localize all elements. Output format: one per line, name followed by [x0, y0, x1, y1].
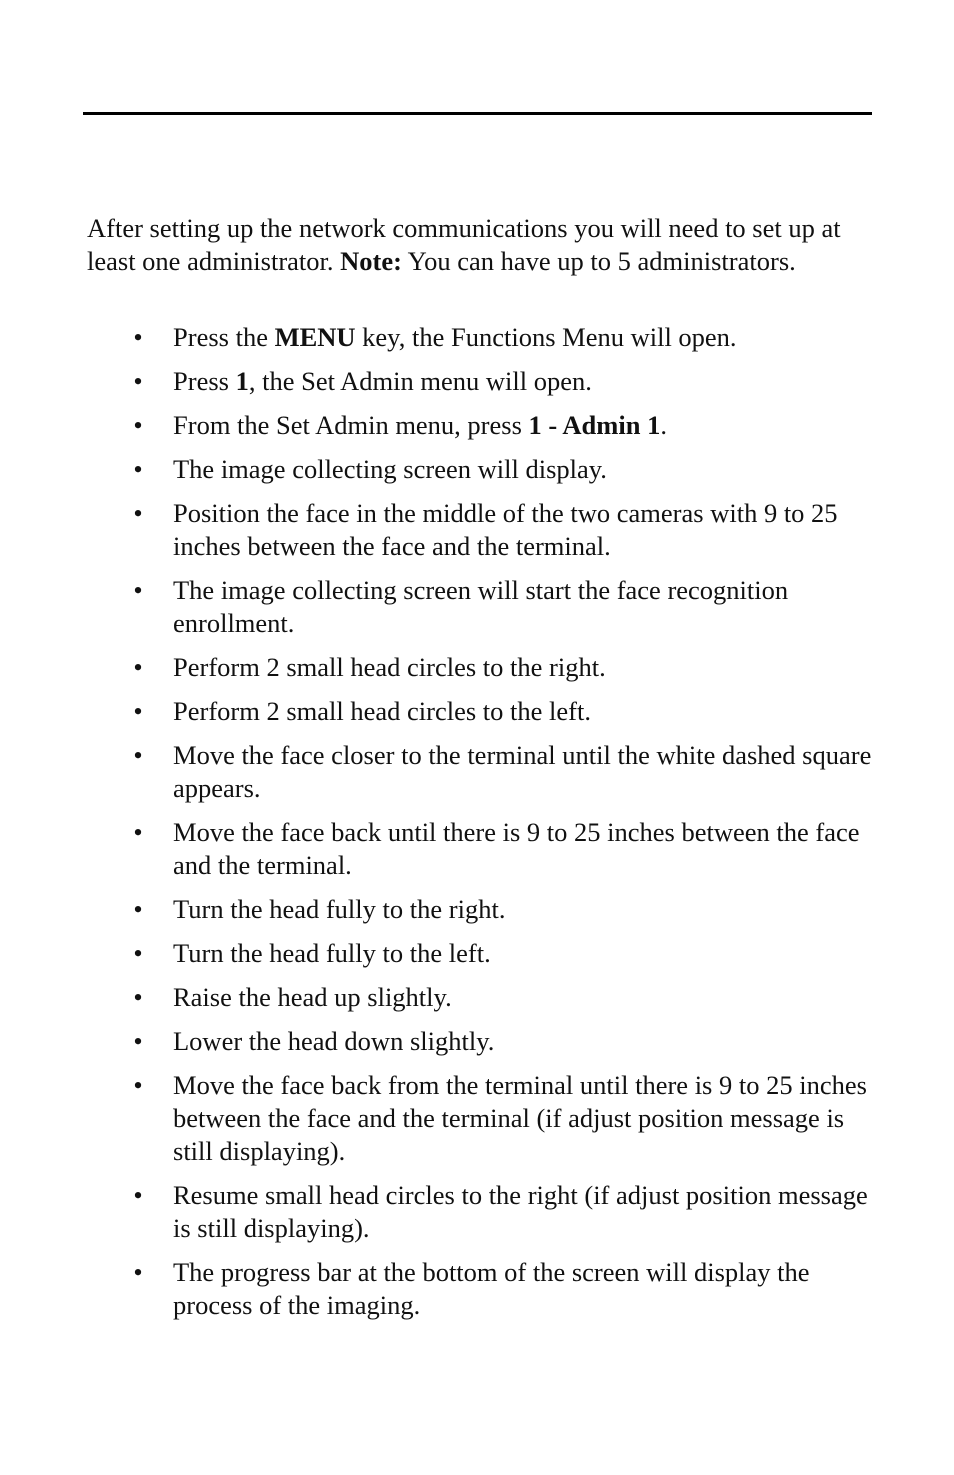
bullet-icon: •	[133, 1257, 143, 1287]
step-text: key, the Functions Menu will open.	[355, 322, 737, 352]
step-text: Move the face back until there is 9 to 25 inches between the face and the terminal.	[173, 817, 860, 880]
list-item	[0, 453, 873, 486]
steps-list	[0, 321, 954, 1333]
bullet-icon: •	[133, 410, 143, 440]
step-text: Move the face back from the terminal until there is 9 to 25 inches between the face and the terminal (if adjust position message is still displaying).	[173, 1070, 867, 1166]
list-item	[0, 981, 873, 1014]
bullet-icon: •	[133, 938, 143, 968]
step-text: Raise the head up slightly.	[173, 982, 452, 1012]
step-text: From the Set Admin menu, press	[173, 410, 529, 440]
list-item	[0, 1179, 873, 1245]
step-text: Press	[173, 366, 236, 396]
step-text: Perform 2 small head circles to the left.	[173, 696, 591, 726]
bullet-icon: •	[133, 696, 143, 726]
step-text: Lower the head down slightly.	[173, 1026, 495, 1056]
list-item	[0, 739, 873, 805]
list-item	[0, 651, 873, 684]
bullet-icon: •	[133, 1026, 143, 1056]
step-emphasis: MENU	[274, 322, 356, 352]
list-item	[0, 1069, 873, 1168]
list-item	[0, 695, 873, 728]
intro-paragraph	[87, 212, 877, 278]
step-text: Move the face closer to the terminal until the white dashed square appears.	[173, 740, 872, 803]
intro-text: After setting up the network communications you will need to set up at least one administrator.	[87, 213, 841, 276]
bullet-icon: •	[133, 454, 143, 484]
list-item	[0, 893, 873, 926]
bullet-icon: •	[133, 652, 143, 682]
list-item	[0, 1256, 873, 1322]
list-item	[0, 937, 873, 970]
bullet-icon: •	[133, 894, 143, 924]
bullet-icon: •	[133, 982, 143, 1012]
bullet-icon: •	[133, 498, 143, 528]
bullet-icon: •	[133, 366, 143, 396]
intro-note-text: You can have up to 5 administrators.	[401, 246, 796, 276]
step-text: Resume small head circles to the right (if adjust position message is still displaying).	[173, 1180, 868, 1243]
list-item	[0, 1025, 873, 1058]
step-text: Turn the head fully to the right.	[173, 894, 506, 924]
bullet-icon: •	[133, 1070, 143, 1100]
step-text: The image collecting screen will display.	[173, 454, 607, 484]
step-text: Perform 2 small head circles to the right.	[173, 652, 606, 682]
step-text: Press the	[173, 322, 275, 352]
header-rule	[83, 112, 872, 115]
step-emphasis: 1	[235, 366, 249, 396]
bullet-icon: •	[133, 322, 143, 352]
list-item	[0, 574, 873, 640]
list-item	[0, 365, 873, 398]
bullet-icon: •	[133, 575, 143, 605]
list-item	[0, 497, 873, 563]
note-label: Note:	[340, 246, 402, 276]
list-item	[0, 816, 873, 882]
step-text: .	[660, 410, 667, 440]
step-text: The progress bar at the bottom of the screen will display the process of the imaging.	[173, 1257, 810, 1320]
bullet-icon: •	[133, 817, 143, 847]
step-text: Turn the head fully to the left.	[173, 938, 491, 968]
step-emphasis: 1 - Admin 1	[528, 410, 661, 440]
list-item	[0, 409, 873, 442]
bullet-icon: •	[133, 1180, 143, 1210]
bullet-icon: •	[133, 740, 143, 770]
list-item	[0, 321, 873, 354]
step-text: The image collecting screen will start the face recognition enrollment.	[173, 575, 789, 638]
step-text: , the Set Admin menu will open.	[248, 366, 592, 396]
step-text: Position the face in the middle of the two cameras with 9 to 25 inches between the face and the terminal.	[173, 498, 838, 561]
